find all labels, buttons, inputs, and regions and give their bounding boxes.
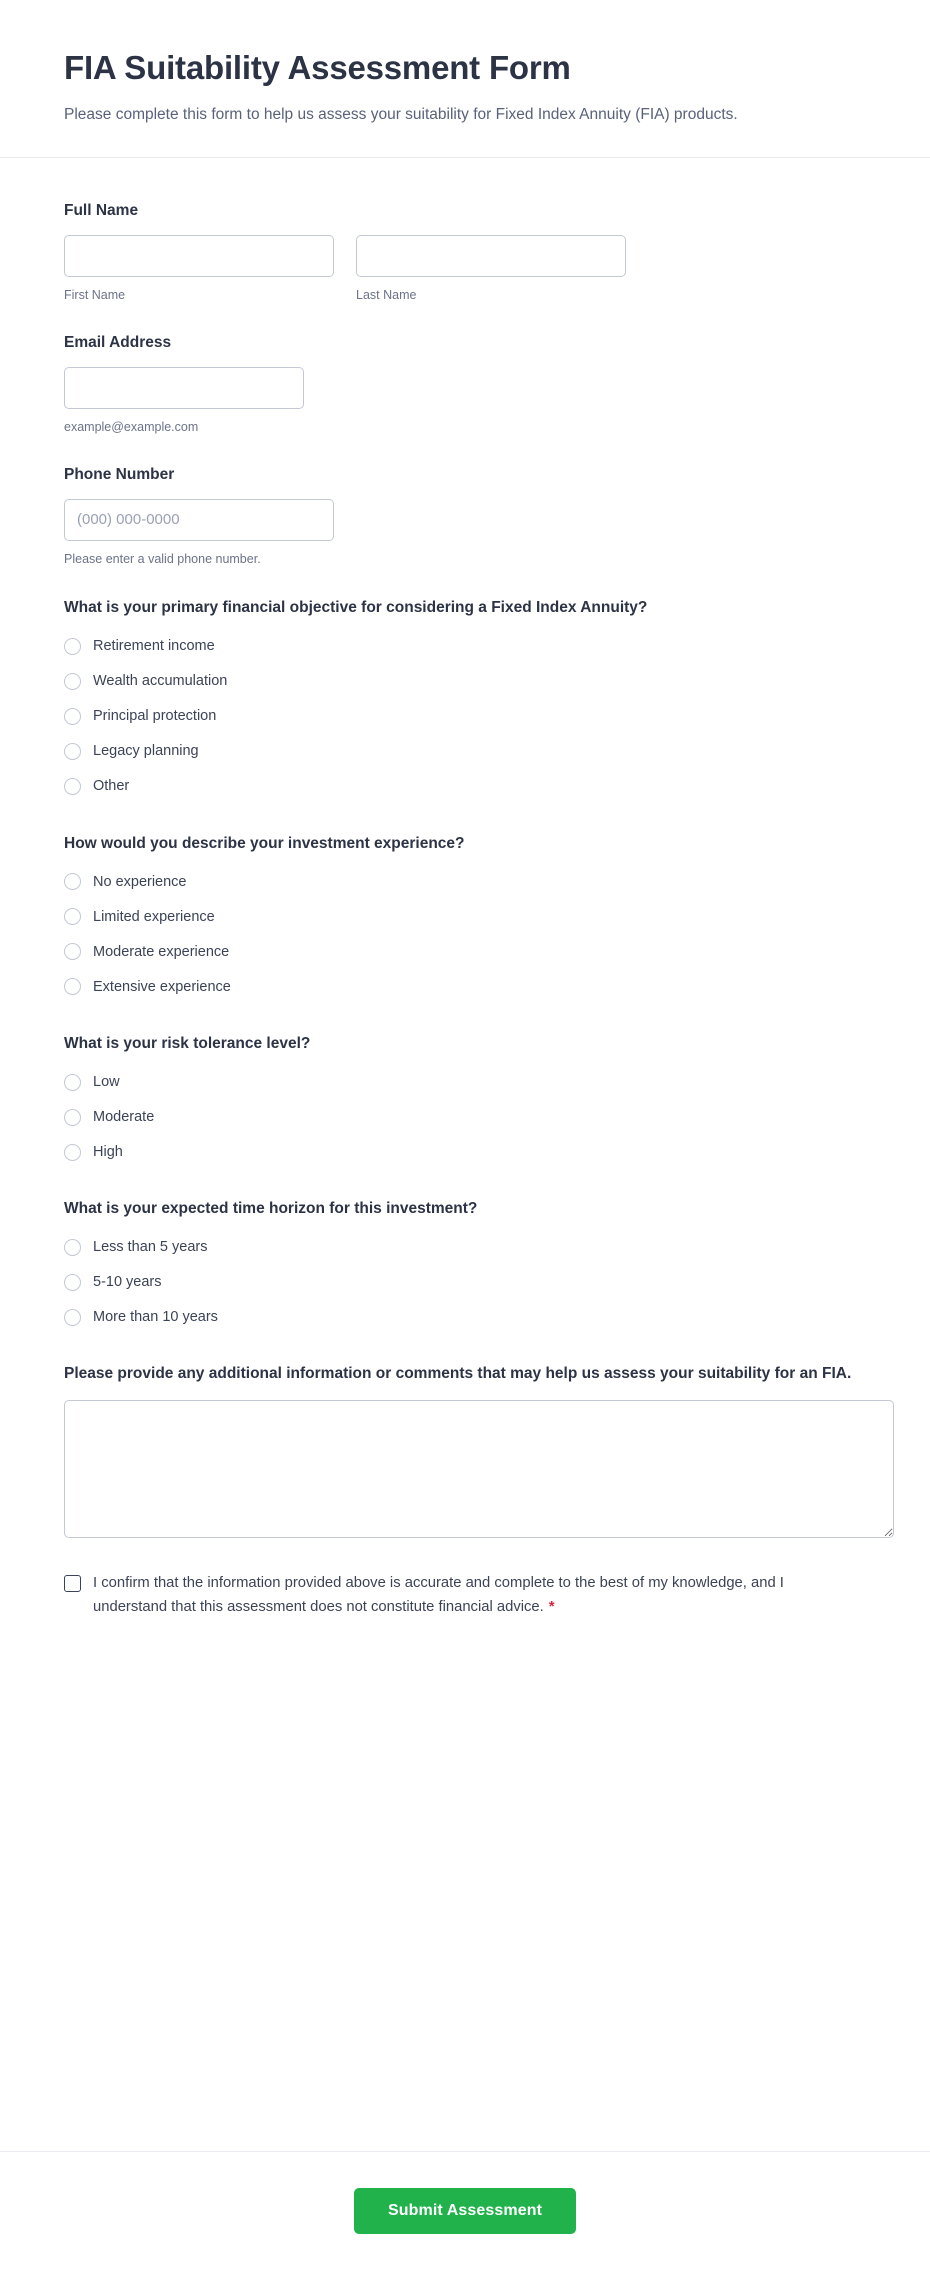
phone-sublabel: Please enter a valid phone number. <box>64 551 261 566</box>
question-label: How would you describe your investment experience? <box>64 834 465 852</box>
radio-option-label: No experience <box>93 873 187 890</box>
radio-icon[interactable] <box>64 1309 81 1326</box>
question-label: What is your primary financial objective for considering a Fixed Index Annuity? <box>64 599 648 617</box>
first-name-sublabel: First Name <box>64 287 126 302</box>
full-name-label: Full Name <box>64 202 139 220</box>
radio-icon[interactable] <box>64 638 81 655</box>
radio-option-label: More than 10 years <box>93 1309 218 1326</box>
radio-option-label: Extensive experience <box>93 978 231 995</box>
phone-label: Phone Number <box>64 466 175 484</box>
radio-option[interactable] <box>64 1104 866 1130</box>
first-name-column <box>64 235 334 305</box>
radio-icon[interactable] <box>64 1074 81 1091</box>
last-name-input[interactable] <box>356 235 626 277</box>
radio-option-label: Legacy planning <box>93 743 199 760</box>
radio-option-label: Retirement income <box>93 638 215 655</box>
consent-checkbox-icon[interactable] <box>64 1575 81 1592</box>
radio-option[interactable] <box>64 704 866 730</box>
radio-option[interactable] <box>64 869 866 895</box>
radio-icon[interactable] <box>64 1144 81 1161</box>
last-name-column <box>356 235 626 305</box>
additional-comments-label: Please provide any additional information or comments that may help us assess your suitability for an FIA. <box>64 1365 852 1383</box>
radio-option-label: Less than 5 years <box>93 1239 208 1256</box>
radio-option-label: Moderate <box>93 1108 155 1125</box>
radio-option-label: Moderate experience <box>93 943 230 960</box>
radio-icon[interactable] <box>64 708 81 725</box>
radio-icon[interactable] <box>64 908 81 925</box>
radio-icon[interactable] <box>64 978 81 995</box>
question-label: What is your expected time horizon for this investment? <box>64 1200 478 1218</box>
radio-option-label: Limited experience <box>93 908 215 925</box>
radio-option[interactable] <box>64 1234 866 1260</box>
question-risk-tolerance <box>64 1032 866 1165</box>
full-name-field-block <box>64 200 866 304</box>
radio-option[interactable] <box>64 739 866 765</box>
radio-option[interactable] <box>64 1139 866 1165</box>
required-indicator: * <box>548 1598 555 1616</box>
radio-group-investment-experience <box>64 869 866 1000</box>
form-header <box>0 0 930 158</box>
question-time-horizon <box>64 1197 866 1330</box>
radio-option[interactable] <box>64 669 866 695</box>
radio-option-label: Wealth accumulation <box>93 673 228 690</box>
form-subtitle: Please complete this form to help us assess your suitability for Fixed Index Annuity (FIA) products. <box>64 106 738 124</box>
radio-option[interactable] <box>64 1069 866 1095</box>
consent-block[interactable] <box>64 1572 866 1621</box>
radio-icon[interactable] <box>64 1239 81 1256</box>
full-name-row <box>64 235 866 305</box>
question-investment-experience <box>64 832 866 1000</box>
radio-option-label: Principal protection <box>93 708 217 725</box>
radio-group-risk-tolerance <box>64 1069 866 1165</box>
question-label: What is your risk tolerance level? <box>64 1034 311 1052</box>
radio-icon[interactable] <box>64 673 81 690</box>
email-sublabel: example@example.com <box>64 419 199 434</box>
form-footer <box>0 2151 930 2280</box>
radio-option-label: 5-10 years <box>93 1274 162 1291</box>
radio-option[interactable] <box>64 904 866 930</box>
radio-option-label: High <box>93 1143 123 1160</box>
radio-icon[interactable] <box>64 873 81 890</box>
additional-comments-textarea[interactable] <box>64 1400 894 1538</box>
consent-label <box>93 1572 793 1621</box>
radio-group-time-horizon <box>64 1234 866 1330</box>
email-field-block <box>64 332 866 436</box>
phone-field-block <box>64 464 866 568</box>
radio-icon[interactable] <box>64 743 81 760</box>
first-name-input[interactable] <box>64 235 334 277</box>
page-title: FIA Suitability Assessment Form <box>64 49 571 86</box>
submit-assessment-button[interactable]: Submit Assessment <box>354 2188 576 2234</box>
form-body <box>0 158 930 2151</box>
radio-option-label: Low <box>93 1073 120 1090</box>
last-name-sublabel: Last Name <box>356 287 417 302</box>
radio-option[interactable] <box>64 774 866 800</box>
email-input[interactable] <box>64 367 304 409</box>
consent-text: I confirm that the information provided above is accurate and complete to the best of my knowledge, and I understand that this assessment does not constitute financial advice. <box>93 1574 784 1616</box>
radio-icon[interactable] <box>64 943 81 960</box>
radio-icon[interactable] <box>64 1109 81 1126</box>
question-financial-objective <box>64 596 866 799</box>
radio-option[interactable] <box>64 1304 866 1330</box>
additional-comments-block <box>64 1362 866 1537</box>
phone-input[interactable] <box>64 499 334 541</box>
radio-icon[interactable] <box>64 1274 81 1291</box>
radio-option-label: Other <box>93 778 130 795</box>
radio-option[interactable] <box>64 634 866 660</box>
email-label: Email Address <box>64 334 172 352</box>
radio-icon[interactable] <box>64 778 81 795</box>
radio-group-financial-objective <box>64 634 866 800</box>
radio-option[interactable] <box>64 1269 866 1295</box>
radio-option[interactable] <box>64 974 866 1000</box>
radio-option[interactable] <box>64 939 866 965</box>
